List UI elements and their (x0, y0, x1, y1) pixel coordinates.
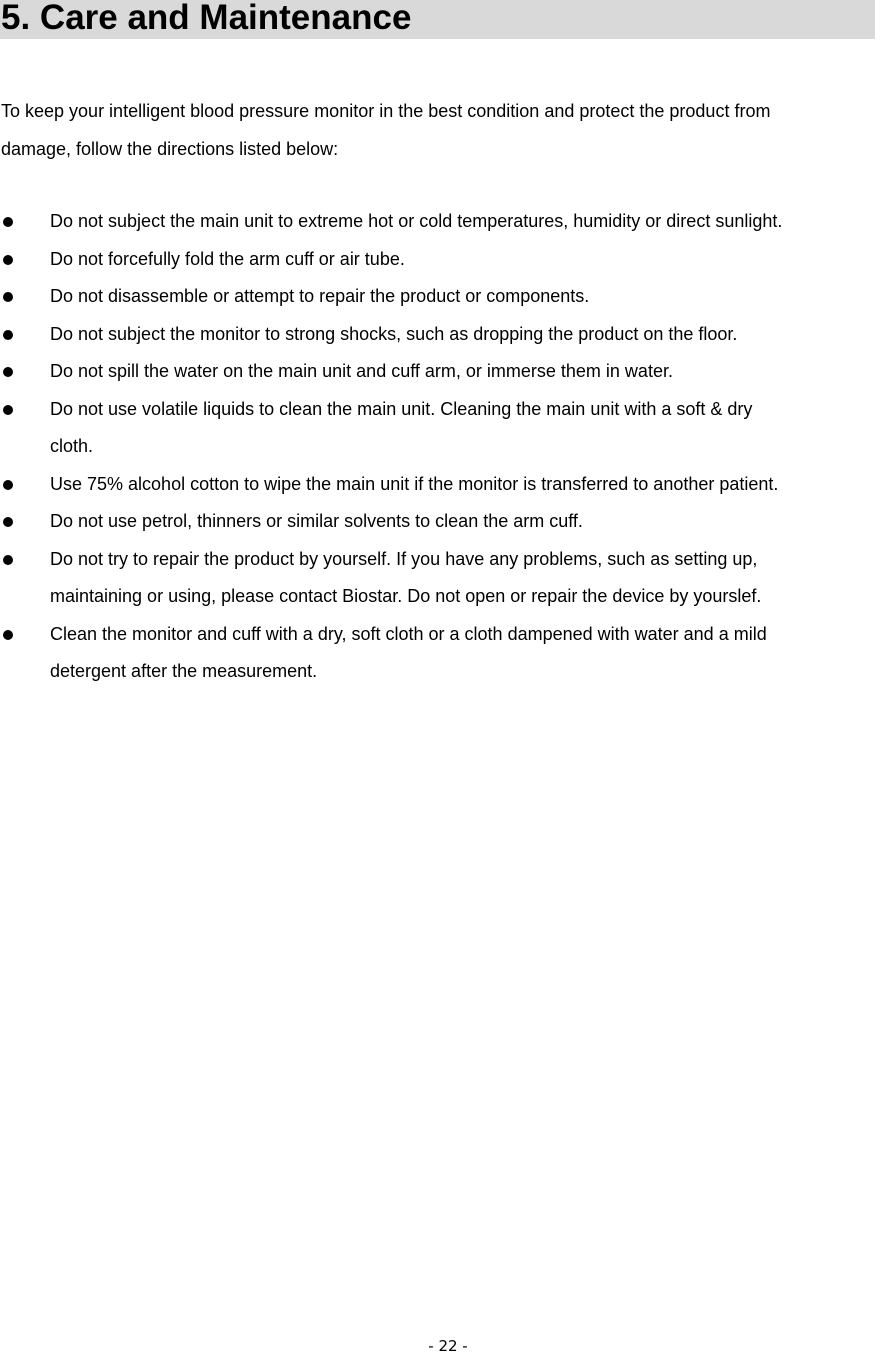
bullet-icon (3, 330, 13, 340)
list-item-text: Do not subject the monitor to strong shocks, such as dropping the product on the floor. (50, 323, 738, 344)
list-item-text: Use 75% alcohol cotton to wipe the main unit if the monitor is transferred to another patient. (50, 473, 779, 494)
list-item-text: cloth. (50, 436, 94, 456)
section-heading-bar (0, 0, 875, 39)
list-item-text: Do not subject the main unit to extreme hot or cold temperatures, humidity or direct sunlight. (50, 211, 783, 231)
list-item-text: Do not spill the water on the main unit and cuff arm, or immerse them in water. (50, 361, 673, 381)
intro-paragraph (1, 92, 895, 168)
list-item (0, 353, 896, 391)
list-item-text: Do not forcefully fold the arm cuff or air tube. (50, 248, 405, 269)
list-item (0, 241, 896, 279)
section-title: 5. Care and Maintenance (1, 0, 412, 37)
intro-line: damage, follow the directions listed below: (1, 139, 339, 159)
list-item-text: Do not use petrol, thinners or similar solvents to clean the arm cuff. (50, 511, 583, 531)
list-item-text: maintaining or using, please contact Biostar. Do not open or repair the device by yourslef. (50, 586, 762, 606)
list-item (0, 466, 896, 504)
bullet-icon (3, 367, 13, 377)
list-item (0, 316, 896, 354)
bullet-icon (3, 630, 13, 640)
bullet-icon (3, 555, 13, 565)
list-item-text: Do not try to repair the product by yourself. If you have any problems, such as setting up, (50, 548, 758, 569)
bullet-icon (3, 217, 13, 227)
list-item (0, 503, 896, 541)
list-item-text: detergent after the measurement. (50, 661, 318, 681)
list-item (0, 278, 896, 316)
bullet-icon (3, 292, 13, 302)
list-item-text: Clean the monitor and cuff with a dry, soft cloth or a cloth dampened with water and a mild (50, 623, 767, 644)
list-item (0, 616, 896, 691)
list-item (0, 391, 896, 466)
intro-line: To keep your intelligent blood pressure monitor in the best condition and protect the product from (1, 101, 771, 121)
bullet-icon (3, 517, 13, 527)
bullet-icon (3, 405, 13, 415)
list-item-text: Do not use volatile liquids to clean the main unit. Cleaning the main unit with a soft & dry (50, 398, 753, 419)
page-number: - 22 - (428, 1337, 468, 1355)
list-item (0, 203, 896, 241)
list-item (0, 541, 896, 616)
bullet-icon (3, 480, 13, 490)
bullet-icon (3, 255, 13, 265)
list-item-text: Do not disassemble or attempt to repair the product or components. (50, 286, 590, 306)
care-instructions-list (0, 203, 896, 691)
